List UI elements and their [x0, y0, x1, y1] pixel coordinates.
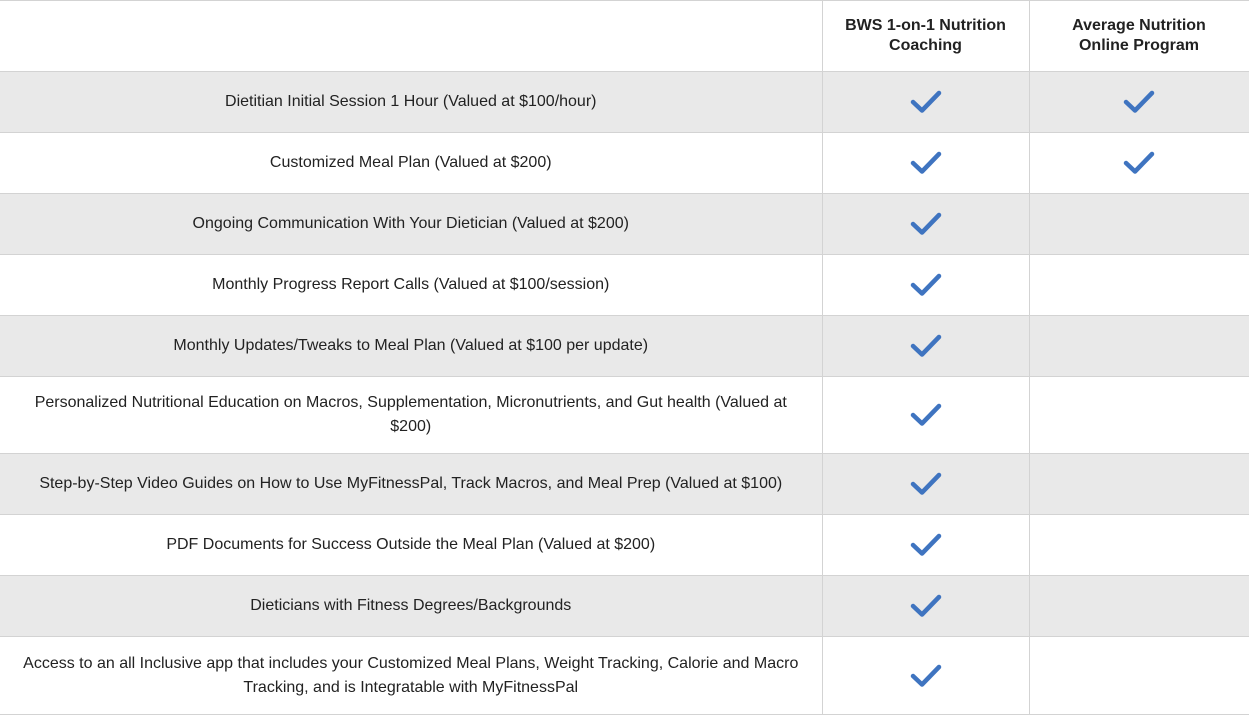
avg-cell	[1029, 316, 1249, 377]
table-row	[0, 576, 1249, 637]
checkmark-icon	[910, 151, 942, 175]
avg-column-header	[1029, 1, 1249, 72]
feature-cell: Monthly Progress Report Calls (Valued at $100/session)	[0, 255, 822, 316]
checkmark-icon	[910, 403, 942, 427]
comparison-rows	[0, 72, 1249, 715]
avg-cell	[1029, 72, 1249, 133]
avg-cell	[1029, 377, 1249, 454]
checkmark-icon	[910, 90, 942, 114]
feature-cell: Dieticians with Fitness Degrees/Backgrounds	[0, 576, 822, 637]
table-row	[0, 316, 1249, 377]
table-row	[0, 194, 1249, 255]
checkmark-icon	[1123, 151, 1155, 175]
bws-cell	[822, 72, 1029, 133]
table-row	[0, 255, 1249, 316]
avg-cell	[1029, 194, 1249, 255]
avg-cell	[1029, 637, 1249, 715]
table-row	[0, 454, 1249, 515]
table-row	[0, 377, 1249, 454]
feature-cell: Customized Meal Plan (Valued at $200)	[0, 133, 822, 194]
table-row	[0, 133, 1249, 194]
feature-cell: Access to an all Inclusive app that includes your Customized Meal Plans, Weight Tracking, Calorie and Macro Tracking, and is Integratable with MyFitnessPal	[0, 637, 822, 715]
bws-column-header-label: BWS 1-on-1 Nutrition Coaching	[845, 17, 1006, 54]
checkmark-icon	[910, 594, 942, 618]
checkmark-icon	[910, 472, 942, 496]
feature-cell: Step-by-Step Video Guides on How to Use MyFitnessPal, Track Macros, and Meal Prep (Valued at $100)	[0, 454, 822, 515]
table-row	[0, 515, 1249, 576]
feature-cell: Dietitian Initial Session 1 Hour (Valued at $100/hour)	[0, 72, 822, 133]
header-row	[0, 1, 1249, 72]
checkmark-icon	[1123, 90, 1155, 114]
bws-cell	[822, 576, 1029, 637]
feature-column-header	[0, 1, 822, 72]
avg-cell	[1029, 515, 1249, 576]
checkmark-icon	[910, 212, 942, 236]
bws-column-header	[822, 1, 1029, 72]
checkmark-icon	[910, 533, 942, 557]
feature-cell: Ongoing Communication With Your Dietician (Valued at $200)	[0, 194, 822, 255]
bws-cell	[822, 133, 1029, 194]
bws-cell	[822, 377, 1029, 454]
avg-column-header-label: Average Nutrition Online Program	[1072, 17, 1206, 54]
checkmark-icon	[910, 664, 942, 688]
avg-cell	[1029, 255, 1249, 316]
table-row	[0, 72, 1249, 133]
table-row	[0, 637, 1249, 715]
checkmark-icon	[910, 273, 942, 297]
bws-cell	[822, 637, 1029, 715]
feature-cell: Personalized Nutritional Education on Macros, Supplementation, Micronutrients, and Gut health (Valued at $200)	[0, 377, 822, 454]
avg-cell	[1029, 454, 1249, 515]
bws-cell	[822, 515, 1029, 576]
bws-cell	[822, 316, 1029, 377]
bws-cell	[822, 255, 1029, 316]
avg-cell	[1029, 133, 1249, 194]
feature-cell: Monthly Updates/Tweaks to Meal Plan (Valued at $100 per update)	[0, 316, 822, 377]
checkmark-icon	[910, 334, 942, 358]
bws-cell	[822, 454, 1029, 515]
feature-cell: PDF Documents for Success Outside the Meal Plan (Valued at $200)	[0, 515, 822, 576]
bws-cell	[822, 194, 1029, 255]
avg-cell	[1029, 576, 1249, 637]
